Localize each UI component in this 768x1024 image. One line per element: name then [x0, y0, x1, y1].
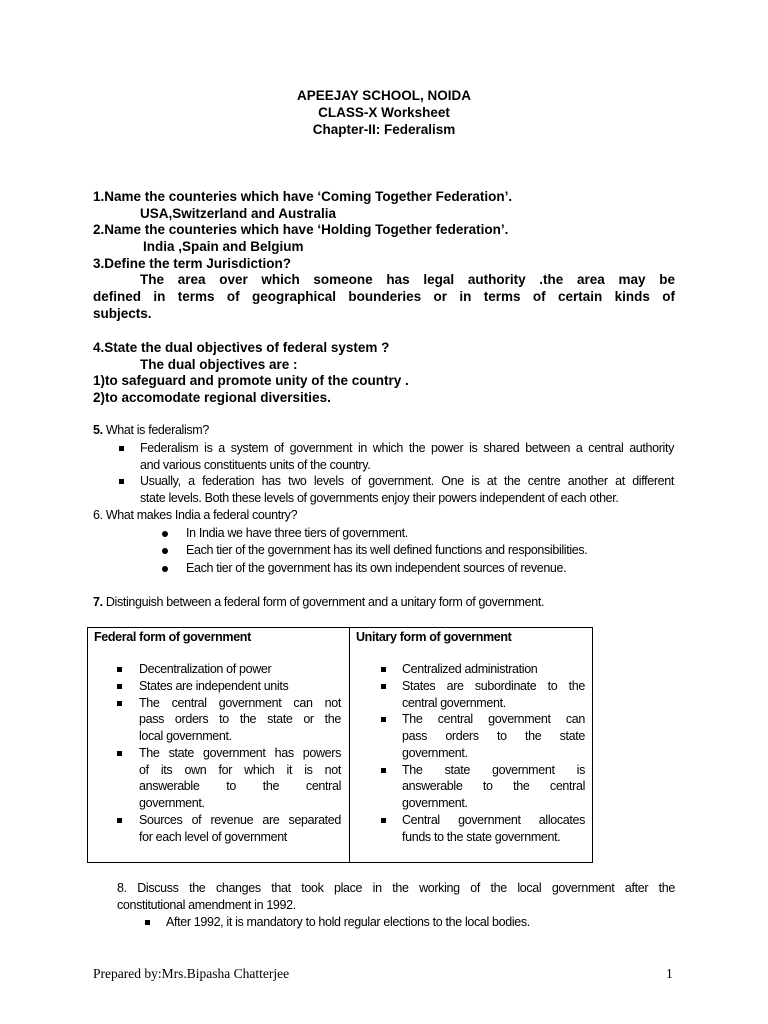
- bullet-dot-icon: [162, 531, 168, 537]
- q7-question-text: Distinguish between a federal form of government and a unitary form of government.: [102, 595, 545, 609]
- q6-bullet-3: Each tier of the government has its own independent sources of revenue.: [186, 561, 567, 575]
- q5-question: [93, 423, 209, 437]
- bullet-square-icon: [381, 818, 386, 823]
- q7-number: 7.: [93, 595, 103, 609]
- unitary-point-3-line-3: government.: [402, 746, 468, 760]
- bullet-square-icon: [381, 684, 386, 689]
- q5-bullet-2-line-2: state levels. Both these levels of governments enjoy their powers independent of each other.: [140, 491, 619, 505]
- bullet-square-icon: [117, 818, 122, 823]
- unitary-point-3-line-1: The central government can: [402, 712, 585, 726]
- q5-bullet-1-line-2: and various constituents units of the country.: [140, 458, 371, 472]
- page-number: 1: [666, 966, 673, 981]
- unitary-point-2-line-2: central government.: [402, 696, 506, 710]
- q3-answer-line-3: subjects.: [93, 306, 152, 321]
- unitary-point-3-line-2: pass orders to the state: [402, 729, 585, 743]
- unitary-point-4-line-1: The state government is: [402, 763, 585, 777]
- bullet-square-icon: [117, 684, 122, 689]
- q4-point-2: 2)to accomodate regional diversities.: [93, 390, 331, 405]
- q4-intro: The dual objectives are :: [140, 357, 298, 372]
- q2-answer: India ,Spain and Belgium: [143, 239, 304, 254]
- bullet-square-icon: [381, 717, 386, 722]
- q8-question-line-2: constitutional amendment in 1992.: [117, 898, 296, 912]
- federal-point-4-line-3: answerable to the central: [139, 779, 341, 793]
- unitary-point-1: Centralized administration: [402, 662, 538, 676]
- q6-question: 6. What makes India a federal country?: [93, 508, 298, 522]
- q3-answer-line-2: defined in terms of geographical bounderies or in terms of certain kinds of: [93, 289, 675, 304]
- federal-point-2: States are independent units: [139, 679, 289, 693]
- q8-bullet-1: After 1992, it is mandatory to hold regular elections to the local bodies.: [166, 915, 530, 929]
- unitary-point-2-line-1: States are subordinate to the: [402, 679, 585, 693]
- federal-point-3-line-2: pass orders to the state or the: [139, 712, 341, 726]
- q1-answer: USA,Switzerland and Australia: [140, 206, 337, 221]
- chapter-title: Chapter-II: Federalism: [312, 122, 456, 137]
- q7-question: [93, 595, 544, 609]
- q2-question: 2.Name the counteries which have ‘Holding Together federation’.: [93, 222, 509, 237]
- q3-question: 3.Define the term Jurisdiction?: [93, 256, 292, 271]
- federal-point-3-line-1: The central government can not: [139, 696, 341, 710]
- unitary-point-5-line-2: funds to the state government.: [402, 830, 561, 844]
- q8-question-line-1: 8. Discuss the changes that took place in the working of the local government after the: [117, 881, 675, 895]
- bullet-square-icon: [117, 701, 122, 706]
- q6-bullet-2: Each tier of the government has its well defined functions and responsibilities.: [186, 543, 588, 557]
- q1-question: 1.Name the counteries which have ‘Coming Together Federation’.: [93, 189, 513, 204]
- bullet-square-icon: [381, 667, 386, 672]
- bullet-square-icon: [117, 751, 122, 756]
- q3-answer-line-1: The area over which someone has legal authority .the area may be: [140, 272, 675, 287]
- q5-question-text: What is federalism?: [102, 423, 209, 437]
- bullet-square-icon: [381, 768, 386, 773]
- federal-point-4-line-2: of its own for which it is not: [139, 763, 341, 777]
- unitary-point-4-line-3: government.: [402, 796, 468, 810]
- federal-point-1: Decentralization of power: [139, 662, 272, 676]
- bullet-square-icon: [119, 446, 124, 451]
- bullet-square-icon: [117, 667, 122, 672]
- bullet-square-icon: [145, 920, 150, 925]
- federal-point-5-line-2: for each level of government: [139, 830, 287, 844]
- prepared-by: Prepared by:Mrs.Bipasha Chatterjee: [93, 966, 290, 981]
- federal-point-5-line-1: Sources of revenue are separated: [139, 813, 341, 827]
- unitary-point-5-line-1: Central government allocates: [402, 813, 585, 827]
- unitary-heading: Unitary form of government: [356, 630, 512, 644]
- q5-bullet-1-line-1: Federalism is a system of government in which the power is shared between a central authority: [140, 441, 674, 455]
- bullet-square-icon: [119, 479, 124, 484]
- q6-bullet-1: In India we have three tiers of government.: [186, 526, 408, 540]
- bullet-dot-icon: [162, 566, 168, 572]
- federal-point-4-line-1: The state government has powers: [139, 746, 341, 760]
- federal-point-4-line-4: government.: [139, 796, 205, 810]
- q4-question: 4.State the dual objectives of federal system ?: [93, 340, 390, 355]
- worksheet-class: CLASS-X Worksheet: [318, 105, 450, 120]
- unitary-point-4-line-2: answerable to the central: [402, 779, 585, 793]
- bullet-dot-icon: [162, 548, 168, 554]
- q5-number: 5.: [93, 423, 103, 437]
- federal-heading: Federal form of government: [94, 630, 251, 644]
- q5-bullet-2-line-1: Usually, a federation has two levels of government. One is at the centre another at different: [140, 474, 674, 488]
- school-name: APEEJAY SCHOOL, NOIDA: [296, 88, 472, 103]
- federal-point-3-line-3: local government.: [139, 729, 232, 743]
- q4-point-1: 1)to safeguard and promote unity of the country .: [93, 373, 409, 388]
